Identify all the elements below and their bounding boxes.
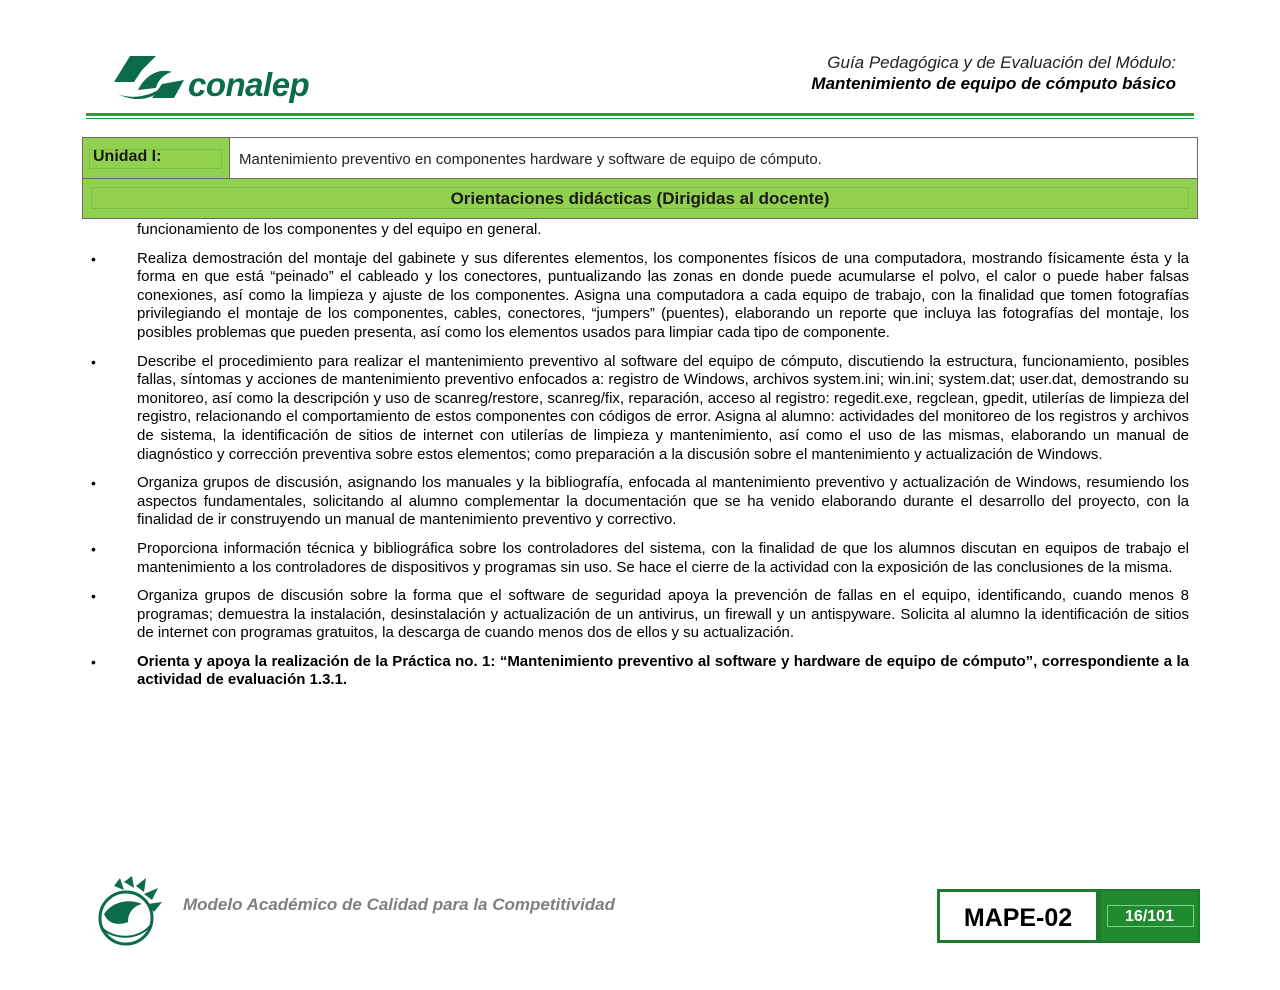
list-item	[87, 474, 1189, 530]
page-number: 16/101	[1125, 908, 1174, 925]
conalep-emblem-icon	[112, 50, 192, 106]
document-code: MAPE-02	[963, 904, 1073, 932]
bullet-icon: •	[91, 475, 96, 492]
unit-value: Mantenimiento preventivo en componentes hardware y software de equipo de cómputo.	[239, 151, 822, 168]
list-item	[87, 653, 1189, 690]
unit-row	[83, 138, 1197, 179]
document-title	[811, 52, 1176, 94]
unit-label: Unidad I:	[93, 148, 162, 165]
continuation-text: funcionamiento de los componentes y del equipo en general.	[137, 221, 542, 238]
bullet-icon: •	[91, 653, 96, 670]
list-item-text: Organiza grupos de discusión, asignando los manuales y la bibliografía, enfocada al mantenimiento preventivo y actualización de Windows, resumiendo los aspectos fundamentales, solicitando al alumno complementar la documentación que se ha venido elaborando durante el desarrollo del proyecto, con la finalidad de ir construyendo un manual de mantenimiento preventivo y correctivo.	[137, 474, 1189, 529]
unit-label-cell	[83, 138, 230, 178]
document-code-box	[937, 889, 1099, 943]
document-title-line2: Mantenimiento de equipo de cómputo básico	[811, 74, 1176, 93]
list-item	[87, 540, 1189, 577]
model-seal-logo	[94, 874, 164, 946]
orientation-title: Orientaciones didácticas (Dirigidas al docente)	[450, 189, 830, 208]
header-divider-thin	[86, 118, 1194, 119]
seal-icon	[94, 874, 164, 946]
list-item-text: Proporciona información técnica y bibliográfica sobre los controladores del sistema, con la finalidad de que los alumnos discutan en equipos de trabajo el mantenimiento a los controladores de dispositivos y programas sin uso. Se hace el cierre de la actividad con la exposición de las conclusiones de la misma.	[137, 539, 1189, 576]
orientation-list	[87, 250, 1189, 690]
bullet-icon: •	[91, 353, 96, 370]
page-number-box	[1099, 889, 1200, 943]
list-item-text: Organiza grupos de discusión sobre la forma que el software de seguridad apoya la prevención de fallas en el equipo, identificando, cuando menos 8 programas; demuestra la instalación, desinstalación y actualización de un antivirus, un firewall y un antispyware. Solicita al alumno la identificación de sitios de internet con programas gratuitos, la descarga de cuando menos dos de ellos y su actualización.	[137, 587, 1189, 642]
footer-tagline: Modelo Académico de Calidad para la Competitividad	[183, 895, 616, 914]
orientation-content	[87, 221, 1189, 700]
bullet-icon: •	[91, 540, 96, 557]
list-item-text: Orienta y apoya la realización de la Práctica no. 1: “Mantenimiento preventivo al software y hardware de equipo de cómputo”, correspondiente a la actividad de evaluación 1.3.1.	[137, 652, 1189, 689]
list-item-text: Realiza demostración del montaje del gabinete y sus diferentes elementos, los componentes físicos de una computadora, mostrando físicamente ésta y la forma en que está “peinado” el cableado y los conectores, puntualizando las zonas en donde puede acumularse el polvo, el calor o puede haber falsas conexiones, así como la limpieza y ajuste de los componentes. Asigna una computadora a cada equipo de trabajo, con la finalidad que tomen fotografías privilegiando el montaje de los componentes, cables, conectores, “jumpers” (puentes), elaborando un reporte que incluya las fotografías del montaje, los posibles problemas que pueden presenta, así como los elementos usados para limpiar cada tipo de componente.	[137, 249, 1189, 341]
header-divider-thick	[86, 113, 1194, 116]
document-title-line1: Guía Pedagógica y de Evaluación del Módulo:	[827, 53, 1176, 72]
list-item-text: Describe el procedimiento para realizar el mantenimiento preventivo al software del equipo de cómputo, discutiendo la estructura, funcionamiento, posibles fallas, síntomas y acciones de mantenimiento preventivo enfocados a: registro de Windows, archivos system.ini; win.ini; system.dat; user.dat, demostrando su monitoreo, así como la descripción y uso de scanreg/restore, scanreg/fix, reparación, acceso al registro: regedit.exe, regclean, gpedit, utilerías de limpieza del registro, relacionando el comportamiento de estos componentes con códigos de error. Asigna al alumno: actividades del monitoreo de los registros y archivos de sistema, la identificación de sitios de internet con utilerías de limpieza y mantenimiento, así como el uso de las mismas, elaborando un manual de diagnóstico y corrección preventiva sobre estos elementos; como preparación a la discusión sobre el mantenimiento y actualización de Windows.	[137, 352, 1189, 463]
unit-table	[82, 137, 1198, 219]
list-item	[87, 353, 1189, 465]
bullet-icon: •	[91, 588, 96, 605]
conalep-wordmark: conalep	[188, 66, 310, 103]
list-item	[87, 587, 1189, 643]
bullet-icon: •	[91, 250, 96, 267]
list-item	[87, 250, 1189, 343]
orientation-row	[83, 179, 1197, 218]
